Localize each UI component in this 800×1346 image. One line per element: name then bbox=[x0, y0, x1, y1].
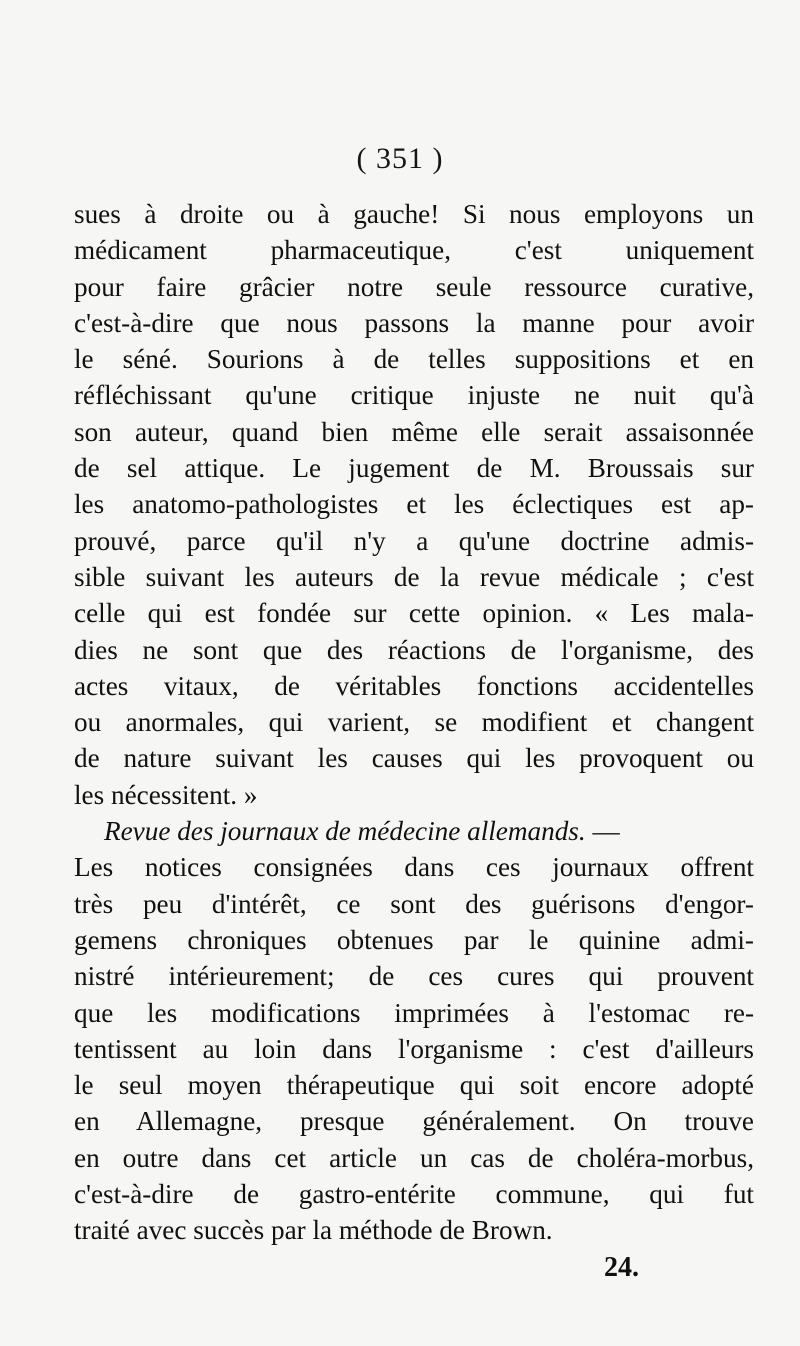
text-line: que les modifications imprimées à l'estomac re- bbox=[74, 997, 754, 1028]
text-line: le séné. Sourions à de telles suppositions et en bbox=[74, 344, 754, 375]
signature-mark: 24. bbox=[604, 1252, 639, 1283]
text-line: le seul moyen thérapeutique qui soit encore adopté bbox=[74, 1070, 754, 1101]
text-line: de nature suivant les causes qui les provoquent ou bbox=[74, 743, 754, 774]
section-heading-line bbox=[74, 813, 754, 849]
section-heading: Revue des journaux de médecine allemands. bbox=[104, 816, 586, 847]
text-line: gemens chroniques obtenues par le quinine admi- bbox=[74, 924, 754, 955]
text-line: réfléchissant qu'une critique injuste ne nuit qu'à bbox=[74, 380, 754, 411]
text-line: c'est-à-dire de gastro-entérite commune, qui fut bbox=[74, 1179, 754, 1210]
text-line: pour faire grâcier notre seule ressource curative, bbox=[74, 271, 754, 302]
page-number: ( 351 ) bbox=[356, 142, 444, 175]
text-line: de sel attique. Le jugement de M. Broussais sur bbox=[74, 453, 754, 484]
text-line: traité avec succès par la méthode de Brown. bbox=[74, 1215, 553, 1246]
paragraph-2 bbox=[74, 813, 754, 1249]
text-line: prouvé, parce qu'il n'y a qu'une doctrine admis- bbox=[74, 525, 754, 556]
paragraph-1 bbox=[74, 196, 754, 813]
text-line: c'est-à-dire que nous passons la manne pour avoir bbox=[74, 307, 754, 338]
heading-dash: — bbox=[585, 816, 620, 847]
text-line: en outre dans cet article un cas de choléra-morbus, bbox=[74, 1142, 754, 1173]
text-line: actes vitaux, de véritables fonctions accidentelles bbox=[74, 670, 754, 701]
text-line: ou anormales, qui varient, se modifient et changent bbox=[74, 707, 754, 738]
text-line: très peu d'intérêt, ce sont des guérisons d'engor- bbox=[74, 888, 754, 919]
page-body bbox=[74, 196, 754, 1249]
text-line: dies ne sont que des réactions de l'organisme, des bbox=[74, 634, 754, 665]
text-line: Les notices consignées dans ces journaux offrent bbox=[74, 852, 754, 883]
text-line: les anatomo-pathologistes et les éclectiques est ap- bbox=[74, 489, 754, 520]
text-line: nistré intérieurement; de ces cures qui prouvent bbox=[74, 961, 754, 992]
text-line: celle qui est fondée sur cette opinion. « Les mala- bbox=[74, 598, 754, 629]
text-line: sible suivant les auteurs de la revue médicale ; c'est bbox=[74, 561, 754, 592]
text-line: sues à droite ou à gauche! Si nous employons un bbox=[74, 199, 754, 229]
text-line: tentissent au loin dans l'organisme : c'est d'ailleurs bbox=[74, 1033, 754, 1064]
text-line: médicament pharmaceutique, c'est uniquement bbox=[74, 235, 754, 266]
text-line: en Allemagne, presque généralement. On trouve bbox=[74, 1106, 754, 1137]
text-line: son auteur, quand bien même elle serait assaisonnée bbox=[74, 416, 754, 447]
text-line: les nécessitent. » bbox=[74, 779, 258, 810]
